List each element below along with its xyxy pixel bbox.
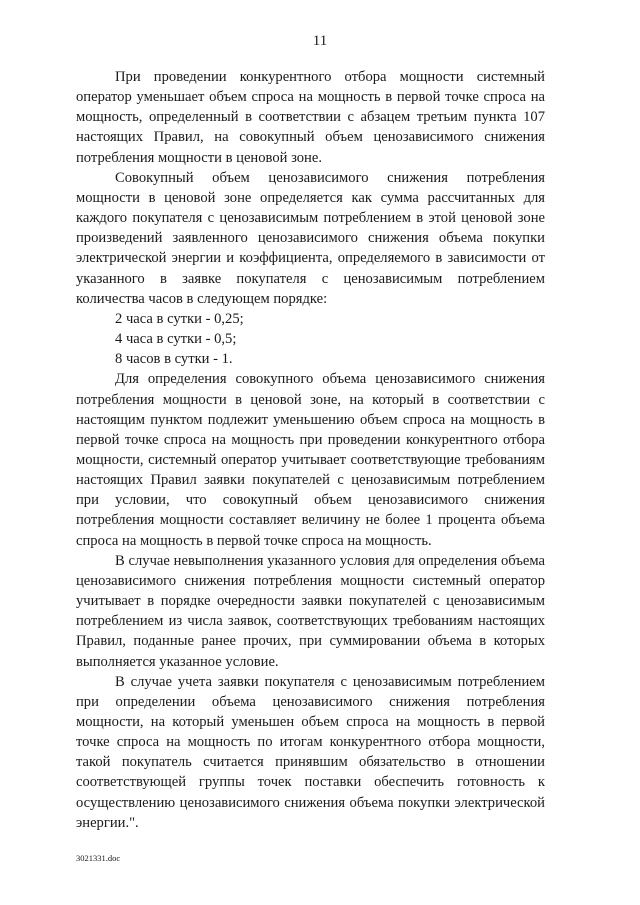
list-item-hours-2: 2 часа в сутки - 0,25; bbox=[115, 310, 244, 327]
paragraph-one-percent-condition: Для определения совокупного объема ценозависимого снижения потребления мощности в ценовой зоне, на который в соответствии с настоящим пунктом подлежит уменьшению объем спроса на мощность в первой точке спроса на мощность при проведении конкурентного отбора мощности, системный оператор учитывает соответствующие требованиям настоящих Правил заявки покупателей с ценозависимым потреблением при условии, что совокупный объем ценозависимого снижения потребления мощности составляет величину не более 1 процента объема спроса на мощность в первой точке спроса на мощность. bbox=[76, 371, 545, 549]
list-item-hours-4: 4 часа в сутки - 0,5; bbox=[115, 331, 237, 348]
paragraph-buyer-obligation: В случае учета заявки покупателя с ценозависимым потреблением при определении объема ценозависимого снижения потребления мощности, на который уменьшен объем спроса на мощность в первой точке спроса на мощность по итогам конкурентного отбора мощности, такой покупатель считается принявшим обязательство в отношении соответствующей группы точек поставки обеспечить готовность к осуществлению ценозависимого снижения объема покупки электрической энергии.". bbox=[76, 673, 545, 831]
paragraph-demand-reduction: При проведении конкурентного отбора мощности системный оператор уменьшает объем спроса на мощность в первой точке спроса на мощность, определенный в соответствии с абзацем третьим пункта 107 настоящих Правил, на совокупный объем ценозависимого снижения потребления мощности в ценовой зоне. bbox=[76, 69, 545, 166]
list-item-hours-8: 8 часов в сутки - 1. bbox=[115, 351, 233, 368]
paragraph-condition-not-met: В случае невыполнения указанного условия для определения объема ценозависимого снижения потребления мощности системный оператор учитывает в порядке очередности заявки покупателей с ценозависимым потреблением из числа заявок, соответствующих требованиям настоящих Правил, поданные ранее прочих, при суммировании объема в которых выполняется указанное условие. bbox=[76, 552, 545, 670]
document-footer: 3021331.doc bbox=[76, 853, 121, 863]
paragraph-total-volume-definition: Совокупный объем ценозависимого снижения потребления мощности в ценовой зоне определяется как сумма рассчитанных для каждого покупателя с ценозависимым потреблением в этой ценовой зоне произведений заявленного ценозависимого снижения объема покупки электрической энергии и коэффициента, определяемого в зависимости от указанного в заявке покупателя с ценозависимым потреблением количества часов в следующем порядке: bbox=[76, 169, 545, 307]
page-number: 11 bbox=[312, 33, 328, 49]
document-body bbox=[76, 67, 545, 833]
